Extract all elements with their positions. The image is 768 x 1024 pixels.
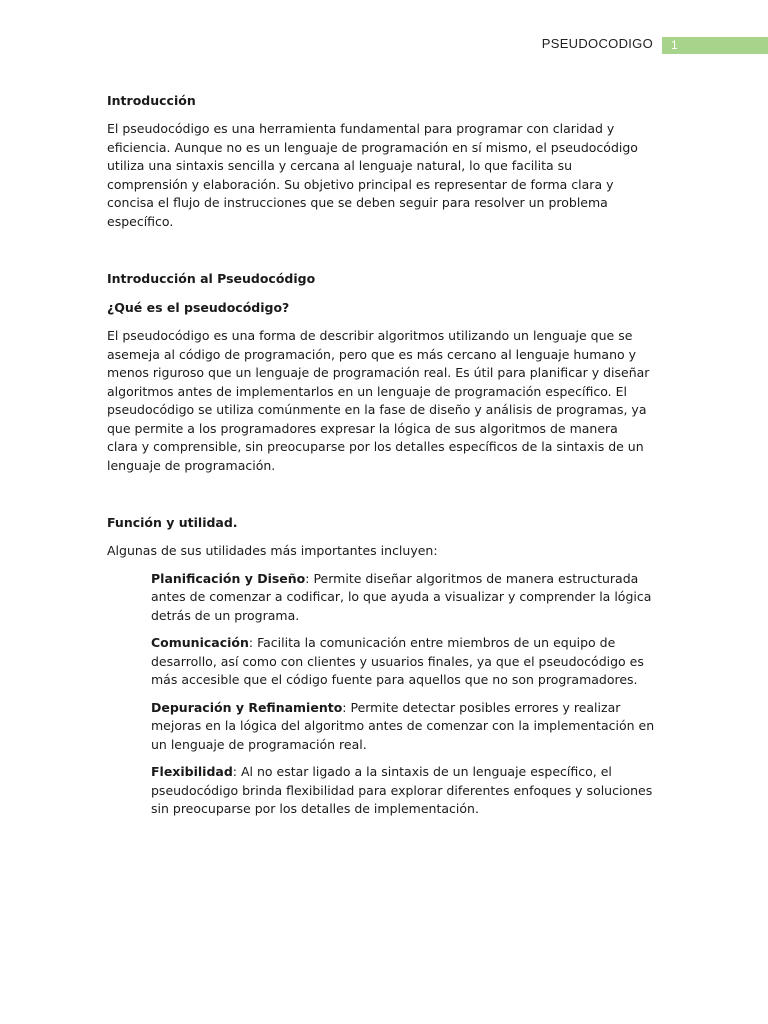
- what-is-heading: ¿Qué es el pseudocódigo?: [107, 300, 290, 315]
- utilities-list: [151, 570, 671, 819]
- list-item-term: Depuración y Refinamiento: [151, 699, 343, 715]
- list-item: [151, 634, 671, 690]
- intro-paragraph: El pseudocódigo es una herramienta fundamental para programar con claridad y eficiencia. Aunque no es un lenguaje de programación en sí mismo, el pseudocódigo utiliza una sintaxis sencilla y cercana al lenguaje natural, lo que facilita su comprensión y elaboración. Su objetivo principal es representar de forma clara y concisa el flujo de instrucciones que se deben seguir para resolver un problema específico.: [107, 121, 638, 229]
- list-item-term: Planificación y Diseño: [151, 570, 306, 586]
- intro-heading: Introducción: [107, 93, 196, 108]
- header-title: PSEUDOCODIGO: [541, 36, 653, 51]
- function-heading: Función y utilidad.: [107, 515, 238, 530]
- list-item: [151, 570, 671, 626]
- list-item-text: : Permite detectar posibles errores y realizar mejoras en la lógica del algoritmo antes de comenzar con la implementación en un lenguaje de programación real.: [151, 699, 655, 752]
- list-item-text: : Al no estar ligado a la sintaxis de un lenguaje específico, el pseudocódigo brinda flexibilidad para explorar diferentes enfoques y soluciones sin preocuparse por los detalles de implementación.: [151, 764, 653, 816]
- page-number: 1: [671, 38, 678, 52]
- what-is-paragraph: El pseudocódigo es una forma de describir algoritmos utilizando un lenguaje que se asemeja al código de programación, pero que es más cercano al lenguaje humano y menos riguroso que un lenguaje de programación real. Es útil para planificar y diseñar algoritmos antes de implementarlos en un lenguaje de programación específico. El pseudocódigo se utiliza comúnmente en la fase de diseño y análisis de programas, ya que permite a los programadores expresar la lógica de sus algoritmos de manera clara y comprensible, sin preocuparse por los detalles específicos de la sintaxis de un lenguaje de programación.: [107, 328, 650, 473]
- list-item-text: : Facilita la comunicación entre miembros de un equipo de desarrollo, así como con clientes y usuarios finales, ya que el pseudocódigo es más accesible que el código fuente para aquellos que no son programadores.: [151, 635, 644, 687]
- list-item-term: Flexibilidad: [151, 764, 233, 779]
- list-item: [151, 763, 671, 819]
- list-item-term: Comunicación: [151, 635, 249, 650]
- function-intro: Algunas de sus utilidades más importantes incluyen:: [107, 543, 438, 558]
- pseudocode-intro-heading: Introducción al Pseudocódigo: [107, 271, 316, 286]
- page-number-badge: [662, 37, 768, 54]
- list-item: [151, 699, 671, 755]
- document-body: [107, 91, 655, 828]
- list-item-text: : Permite diseñar algoritmos de manera estructurada antes de comenzar a codificar, lo que ayuda a visualizar y comprender la lógica detrás de un programa.: [151, 570, 652, 623]
